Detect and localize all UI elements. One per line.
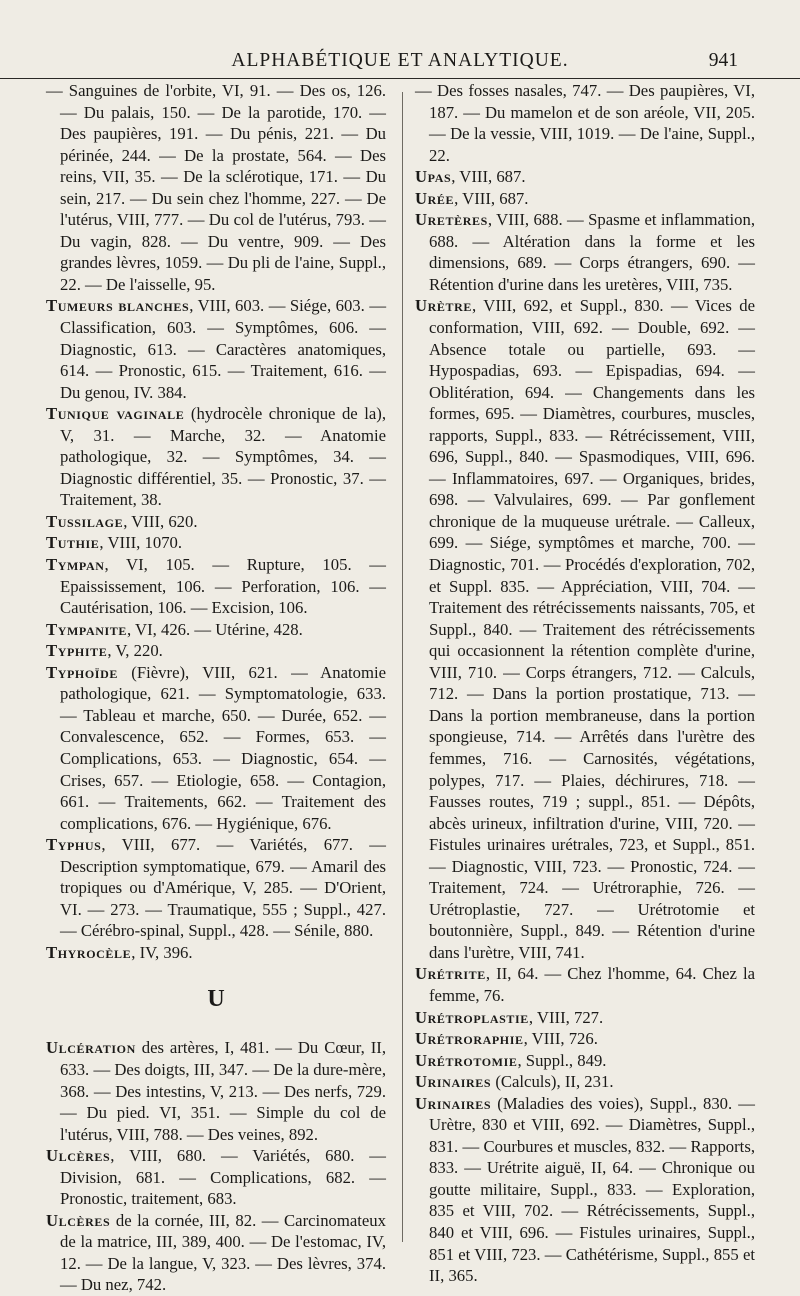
index-entry [46, 619, 386, 641]
entry-text: des artères, I, 481. — Du Cœur, II, 633. — Des doigts, III, 347. — De la dure-mère, 368. — Des intestins, V, 213. — Des nerfs, 729. — Du pied. VI, 351. — Simple du col de l'utérus, VIII, 788. — Des veines, 892. [60, 1038, 386, 1144]
entry-headword: Tympan [46, 555, 105, 575]
entry-headword: Tussilage [46, 511, 124, 531]
entry-text: — Sanguines de l'orbite, VI, 91. — Des os, 126. — Du palais, 150. — De la parotide, 170. — Des paupières, 191. — Du pénis, 221. — Du périnée, 244. — De la prostate, 564. — Des reins, VII, 35. — De la sclérotique, 171. — Du sein, 217. — Du sein chez l'homme, 227. — De l'utérus, VIII, 777. — Du col de l'utérus, 793. — Du vagin, 828. — Du ventre, 909. — Des grandes lèvres, 1059. — Du pli de l'aine, Suppl., 22. — De l'aisselle, 95. [46, 81, 386, 294]
entry-headword: Urétroraphie [415, 1029, 524, 1049]
entry-headword: Urétroplastie [415, 1007, 529, 1027]
entry-text: , VIII, 1070. [99, 533, 183, 553]
entry-text: de la cornée, III, 82. — Carcinomateux de la matrice, III, 389, 400. — De l'estomac, IV, 12. — De la langue, V, 323. — Des lèvres, 374. — Du nez, 742. [60, 1210, 386, 1295]
index-entry [415, 1071, 755, 1093]
index-entry [415, 1007, 755, 1029]
entry-text: , VIII, 726. [523, 1029, 598, 1049]
index-entry [415, 1028, 755, 1050]
index-entry [415, 166, 755, 188]
index-entry [415, 209, 755, 295]
entry-headword: Urétrite [415, 964, 486, 984]
entry-text: , VIII, 620. [123, 511, 198, 531]
index-entry [415, 295, 755, 963]
entry-text: , VI, 105. — Rupture, 105. — Epaississement, 106. — Perforation, 106. — Cautérisation, 106. — Excision, 106. [60, 555, 386, 618]
entry-headword: Typhoïde [46, 662, 118, 682]
entry-headword: Thyrocèle [46, 942, 132, 962]
column-divider [402, 92, 403, 1242]
index-entry [46, 295, 386, 403]
entry-headword: Tympanite [46, 619, 127, 639]
right-column [415, 80, 755, 1287]
entry-headword: Urinaires [415, 1072, 492, 1092]
entry-text: , Suppl., 849. [517, 1050, 607, 1070]
entry-headword: Urinaires [415, 1093, 492, 1113]
entry-text: , VIII, 680. — Variétés, 680. — Division, 681. — Complications, 682. — Pronostic, traitement, 683. [60, 1146, 386, 1209]
entry-headword: Tunique vaginale [46, 404, 185, 424]
entry-headword: Urétrotomie [415, 1050, 518, 1070]
index-entry [46, 554, 386, 619]
index-entry [46, 80, 386, 295]
entry-headword: Ulcération [46, 1038, 136, 1058]
entry-text: , VIII, 692, et Suppl., 830. — Vices de conformation, VIII, 692. — Double, 692. — Absence totale ou partielle, 693. — Hypospadias, 693. — Epispadias, 694. — Oblitération, 694. — Changements dans les formes, 695. — Diamètres, courbures, muscles, rapports, Suppl., 833. — Rétrécissement, VIII, 696, Suppl., 840. — Spasmodiques, VIII, 696. — Inflammatoires, 697. — Organiques, brides, 698. — Valvulaires, 699. — Par gonflement chronique de la muqueuse urétrale. — Calleux, 699. — Siége, symptômes et marche, 700. — Diagnostic, 701. — Procédés d'exploration, 702, et Suppl. 835. — Appréciation, VIII, 704. — Traitement des rétrécissements naissants, 705, et Suppl., 840. — Traitement des rétrécissements qui occasionnent la rétention complète d'urine, VIII, 710. — Corps étrangers, 712. — Calculs, 712. — Dans la portion prostatique, 713. — Dans la portion membraneuse, dans la portion spongieuse, 714. — Arrêtés dans l'urètre des femmes, 716. — Carnosités, végétations, polypes, 717. — Plaies, déchirures, 718. — Fausses routes, 719 ; suppl., 851. — Dépôts, abcès urineux, infiltration d'urine, VIII, 720. — Fistules urinaires urétrales, 723, et Suppl., 851. — Diagnostic, VIII, 723. — Pronostic, 724. — Traitement, 724. — Urétroraphie, 726. — Urétroplastie, 727. — Urétrotomie et boutonnière, Suppl., 849. — Rétention d'urine dans l'urètre, VIII, 741. [429, 296, 755, 962]
entry-text: , VIII, 687. [454, 188, 529, 208]
index-entry [46, 403, 386, 511]
index-entry [415, 1050, 755, 1072]
entry-headword: Tuthie [46, 533, 100, 553]
entry-headword: Typhus [46, 835, 102, 855]
entry-text: , VIII, 688. — Spasme et inflammation, 688. — Altération dans la forme et les dimensions, 689. — Corps étrangers, 690. — Rétention d'urine dans les uretères, VIII, 735. [429, 210, 755, 294]
index-entry [46, 532, 386, 554]
entry-headword: Uretères [415, 210, 488, 230]
entry-text: (Calculs), II, 231. [491, 1072, 614, 1092]
entry-text: (Fièvre), VIII, 621. — Anatomie pathologique, 621. — Symptomatologie, 633. — Tableau et marche, 650. — Durée, 652. — Convalescence, 652. — Formes, 653. — Complications, 653. — Diagnostic, 654. — Crises, 657. — Etiologie, 658. — Contagion, 661. — Traitements, 662. — Traitement des complications, 676. — Hygiénique, 676. [60, 662, 386, 833]
running-title: ALPHABÉTIQUE ET ANALYTIQUE. [231, 50, 569, 71]
entry-text: (hydrocèle chronique de la), V, 31. — Marche, 32. — Anatomie pathologique, 32. — Symptômes, 34. — Diagnostic différentiel, 35. — Pronostic, 37. — Traitement, 38. [60, 404, 386, 510]
entry-headword: Typhite [46, 641, 108, 661]
index-entry [46, 1210, 386, 1296]
entry-headword: Ulcères [46, 1210, 111, 1230]
index-entry [46, 1037, 386, 1145]
index-entry [415, 1093, 755, 1287]
entry-headword: Tumeurs blanches [46, 296, 190, 316]
index-entry [415, 963, 755, 1006]
index-entry [415, 188, 755, 210]
entry-text: , VI, 426. — Utérine, 428. [126, 619, 303, 639]
index-entry [46, 511, 386, 533]
index-entry [46, 942, 386, 964]
entry-text: — Des fosses nasales, 747. — Des paupières, VI, 187. — Du mamelon et de son aréole, VII, 205. — De la vessie, VIII, 1019. — De l'aine, Suppl., 22. [415, 81, 755, 165]
entry-text: , V, 220. [107, 641, 163, 661]
section-letter: U [207, 986, 225, 1013]
entry-text: , VIII, 687. [451, 167, 526, 187]
entry-text: , II, 64. — Chez l'homme, 64. Chez la femme, 76. [429, 964, 755, 1005]
entry-text: , IV, 396. [131, 942, 193, 962]
index-entry [46, 662, 386, 834]
page-number: 941 [708, 50, 738, 71]
page-header [0, 44, 800, 79]
index-entry [46, 640, 386, 662]
index-entry [46, 1145, 386, 1210]
index-entry [46, 834, 386, 942]
index-entry [415, 80, 755, 166]
entry-headword: Urée [415, 188, 455, 208]
entry-text: , VIII, 603. — Siége, 603. — Classification, 603. — Symptômes, 606. — Diagnostic, 613. — Caractères anatomiques, 614. — Pronostic, 615. — Traitement, 616. — Du genou, IV. 384. [60, 296, 387, 402]
entry-headword: Upas [415, 167, 452, 187]
entry-text: (Maladies des voies), Suppl., 830. — Urètre, 830 et VIII, 692. — Diamètres, Suppl., 831. — Courbures et muscles, 832. — Rapports, 833. — Urétrite aiguë, II, 64. — Chronique ou goutte militaire, Suppl., 833. — Exploration, 835 et VIII, 702. — Rétrécissements, Suppl., 840 et VIII, 696. — Fistules urinaires, Suppl., 851 et VIII, 723. — Cathétérisme, Suppl., 855 et II, 365. [429, 1093, 755, 1286]
left-column [46, 80, 386, 1296]
entry-headword: Ulcères [46, 1146, 111, 1166]
entry-text: , VIII, 677. — Variétés, 677. — Description symptomatique, 679. — Amaril des tropiques ou d'Amérique, V, 285. — D'Orient, VI. — 273. — Traumatique, 555 ; Suppl., 427. — Cérébro-spinal, Suppl., 428. — Sénile, 880. [60, 835, 386, 941]
entry-headword: Urètre [415, 296, 472, 316]
entry-text: , VIII, 727. [528, 1007, 604, 1027]
